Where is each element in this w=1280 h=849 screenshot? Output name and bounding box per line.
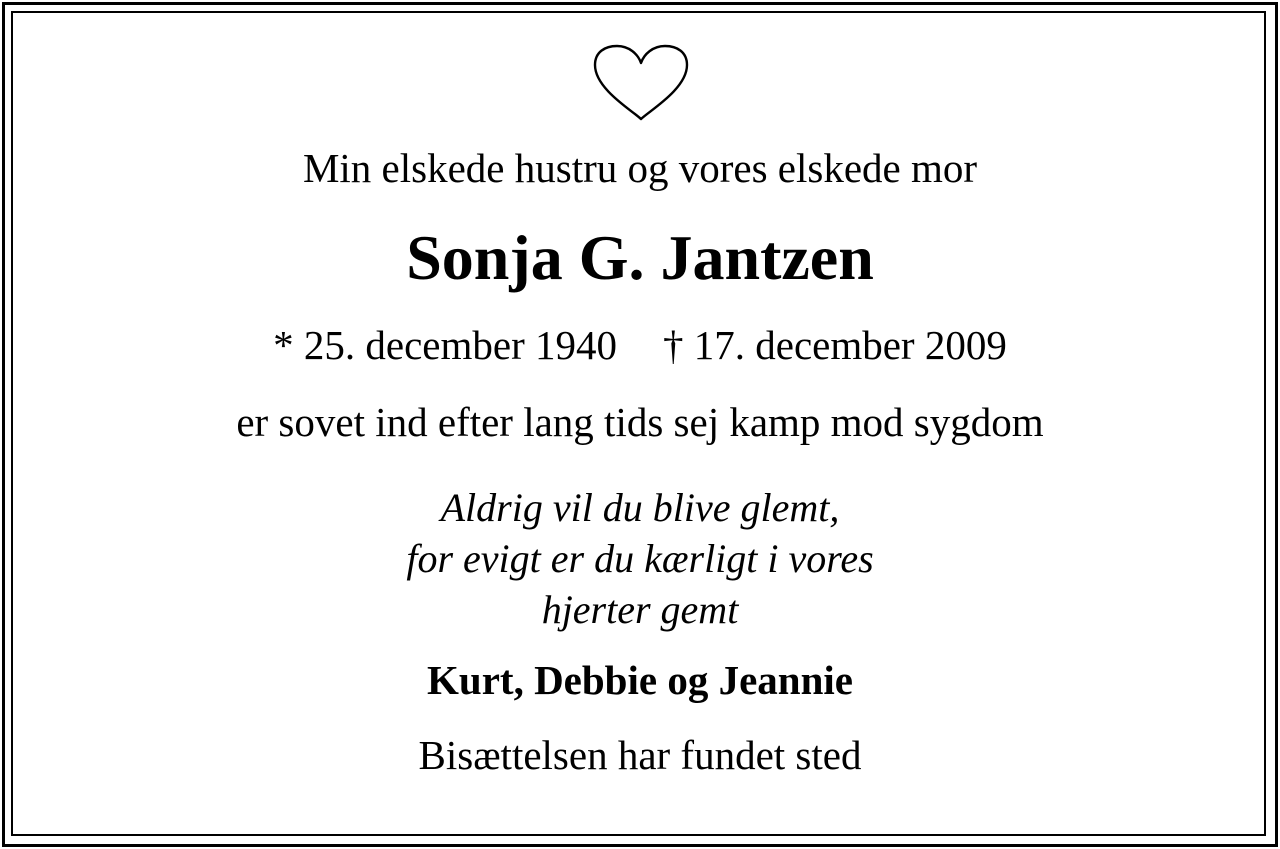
intro-text: Min elskede hustru og vores elskede mor [302,145,978,191]
passing-statement: er sovet ind efter lang tids sej kamp mod sygdom [236,399,1044,445]
life-dates [0,322,1280,368]
birth-date: * 25. december 1940 [273,322,617,368]
funeral-note: Bisættelsen har fundet sted [418,732,862,778]
death-date: † 17. december 2009 [663,322,1007,368]
memorial-poem [0,482,1280,635]
poem-line: Aldrig vil du blive glemt, [440,485,840,530]
heart-icon [591,43,691,123]
poem-line: hjerter gemt [541,587,739,632]
family-signers: Kurt, Debbie og Jeannie [427,657,853,703]
poem-line: for evigt er du kærligt i vores [406,536,874,581]
deceased-name: Sonja G. Jantzen [406,222,874,293]
